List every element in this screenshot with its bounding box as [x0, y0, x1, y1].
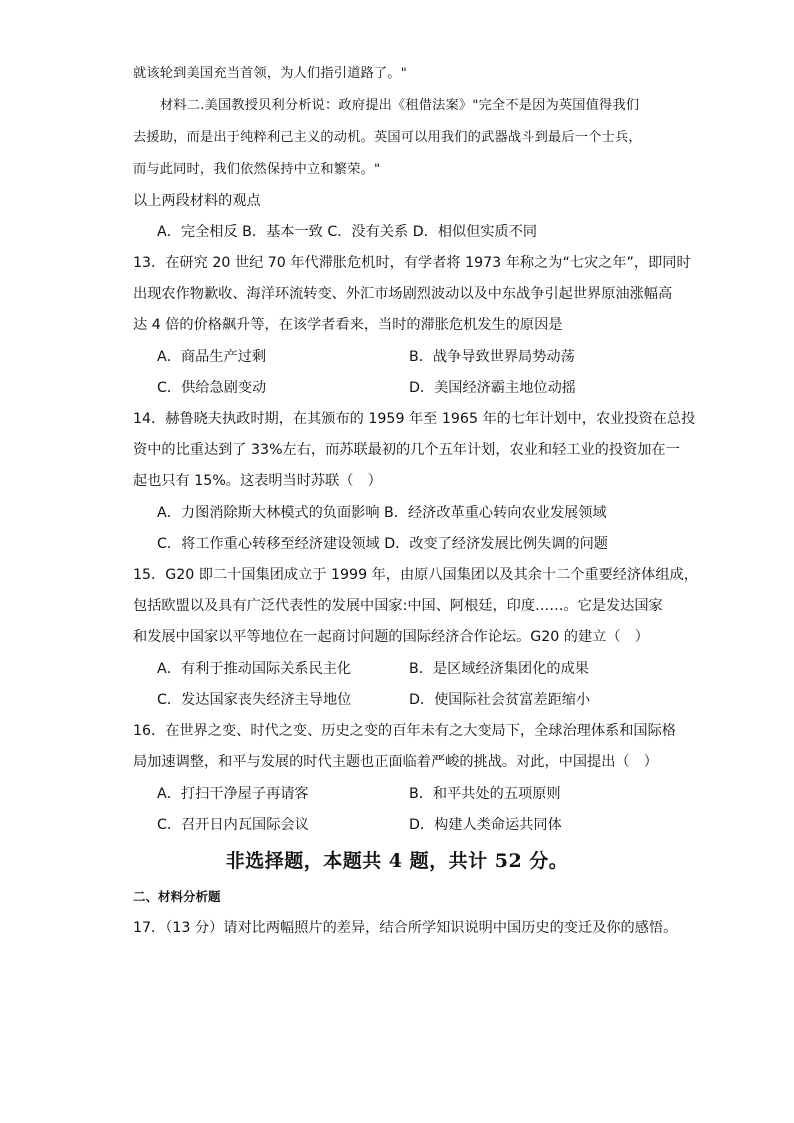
q14-options-cd[interactable]: C．将工作重心转移至经济建设领域 D．改变了经济发展比例失调的问题 [157, 536, 608, 552]
q15-option-c[interactable]: C．发达国家丧失经济主导地位 [157, 692, 352, 708]
q14-stem-line-2: 资中的比重达到了 33%左右，而苏联最初的几个五年计划，农业和轻工业的投资加在一 [133, 442, 680, 458]
q14-options-ab[interactable]: A．力图消除斯大林模式的负面影响 B．经济改革重心转向农业发展领域 [157, 505, 607, 521]
q16-option-d[interactable]: D．构建人类命运共同体 [409, 817, 562, 833]
q14-stem-line-1: 14．赫鲁晓夫执政时期，在其颁布的 1959 年至 1965 年的七年计划中，农业投资在总投 [133, 411, 696, 427]
q16-option-b[interactable]: B．和平共处的五项原则 [409, 786, 561, 802]
non-choice-section-heading: 非选择题，本题共 4 题，共计 52 分。 [225, 850, 569, 872]
q15-stem-line-2: 包括欧盟以及具有广泛代表性的发展中国家:中国、阿根廷，印度……。它是发达国家 [133, 598, 663, 614]
q16-option-c[interactable]: C．召开日内瓦国际会议 [157, 817, 309, 833]
q15-option-a[interactable]: A．有利于推动国际关系民主化 [157, 661, 352, 677]
q17-stem-line-1: 17．（13 分）请对比两幅照片的差异，结合所学知识说明中国历史的变迁及你的感悟。 [133, 920, 678, 936]
material2-line-1: 材料二.美国教授贝利分析说：政府提出《租借法案》"完全不是因为英国值得我们 [160, 98, 640, 113]
material-continuation-line: 就该轮到美国充当首领，为人们指引道路了。" [133, 66, 408, 81]
q13-option-b[interactable]: B．战争导致世界局势动荡 [409, 349, 575, 365]
q16-stem-line-1: 16．在世界之变、时代之变、历史之变的百年未有之大变局下，全球治理体系和国际格 [133, 723, 676, 739]
q16-stem-line-2: 局加速调整，和平与发展的时代主题也正面临着严峻的挑战。对此，中国提出（ ） [133, 754, 658, 770]
q13-stem-line-1: 13．在研究 20 世纪 70 年代滞胀危机时，有学者将 1973 年称之为“七灾之年”，即同时 [133, 255, 691, 271]
q15-option-b[interactable]: B．是区域经济集团化的成果 [409, 661, 589, 677]
q13-stem-line-3: 达 4 倍的价格飙升等，在该学者看来，当时的滞胀危机发生的原因是 [133, 317, 563, 333]
q13-stem-line-2: 出现农作物歉收、海洋环流转变、外汇市场剧烈波动以及中东战争引起世界原油涨幅高 [133, 286, 673, 302]
q12-options[interactable]: A．完全相反 B．基本一致 C．没有关系 D．相似但实质不同 [157, 224, 538, 240]
q13-option-a[interactable]: A．商品生产过剩 [157, 349, 267, 365]
q15-option-d[interactable]: D．使国际社会贫富差距缩小 [409, 692, 591, 708]
material2-line-3: 而与此同时，我们依然保持中立和繁荣。" [133, 162, 381, 177]
q13-option-d[interactable]: D．美国经济霸主地位动摇 [409, 380, 576, 396]
q16-option-a[interactable]: A．打扫干净屋子再请客 [157, 786, 309, 802]
q13-option-c[interactable]: C．供给急剧变动 [157, 380, 267, 396]
q15-stem-line-3: 和发展中国家以平等地位在一起商讨问题的国际经济合作论坛。G20 的建立（ ） [133, 629, 649, 645]
q14-stem-line-3: 起也只有 15%。这表明当时苏联（ ） [133, 473, 382, 489]
q15-stem-line-1: 15．G20 即二十国集团成立于 1999 年，由原八国集团以及其余十二个重要经济体组成， [133, 567, 698, 583]
material2-line-2: 去援助，而是出于纯粹利己主义的动机。英国可以用我们的武器战斗到最后一个士兵， [133, 130, 642, 145]
section-title-material-analysis: 二、材料分析题 [133, 889, 221, 904]
q12-stem-end: 以上两段材料的观点 [133, 193, 261, 209]
